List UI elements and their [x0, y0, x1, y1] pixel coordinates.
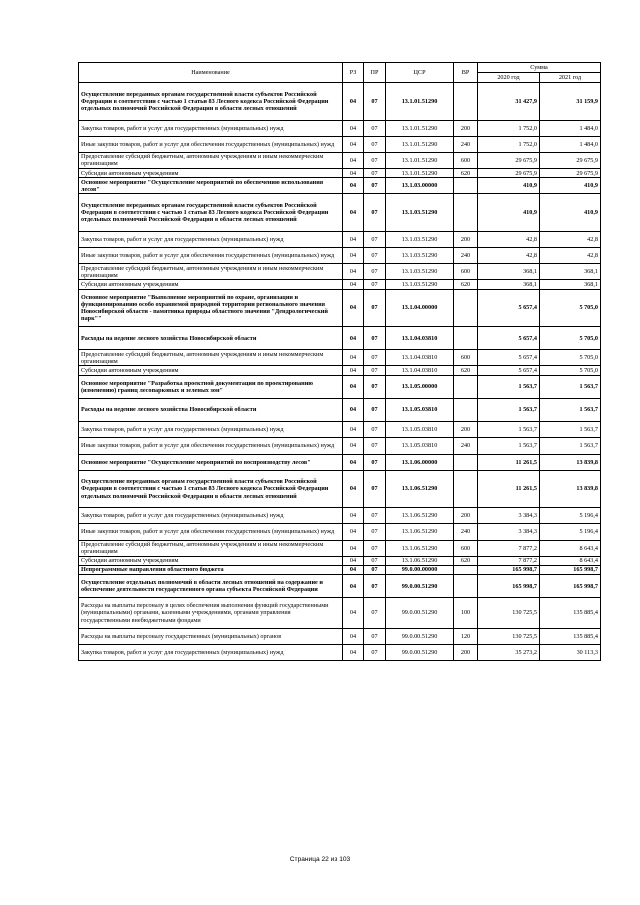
row-value-2021: 31 159,9	[540, 83, 601, 121]
row-rz: 04	[343, 644, 364, 660]
row-pr: 07	[364, 438, 386, 454]
row-vr	[454, 565, 478, 574]
row-pr: 07	[364, 136, 386, 152]
row-value-2020: 3 384,3	[478, 524, 540, 540]
row-value-2020: 1 563,7	[478, 398, 540, 421]
row-csr: 13.1.04.03810	[386, 350, 454, 366]
row-value-2021: 5 705,0	[540, 327, 601, 350]
row-vr	[454, 289, 478, 327]
row-name: Основное мероприятие "Разработка проектной документации по проектированию (изменению) границ лесопарковых и зеленых зон"	[79, 375, 343, 398]
row-pr: 07	[364, 120, 386, 136]
row-vr: 620	[454, 280, 478, 289]
row-rz: 04	[343, 289, 364, 327]
table-row	[79, 327, 601, 350]
row-vr: 200	[454, 644, 478, 660]
row-pr: 07	[364, 598, 386, 628]
header-csr: ЦСР	[386, 63, 454, 83]
row-pr: 07	[364, 628, 386, 644]
row-vr: 600	[454, 350, 478, 366]
row-name: Субсидии автономным учреждениям	[79, 556, 343, 565]
row-name: Расходы на выплаты персоналу в целях обеспечения выполнения функций государственными (муниципальными) органами, казенными учреждениями, органами управления государственными внебюджетными фондами	[79, 598, 343, 628]
header-vr: ВР	[454, 63, 478, 83]
row-value-2021: 42,8	[540, 248, 601, 264]
row-value-2021: 368,1	[540, 280, 601, 289]
row-csr: 13.1.03.51290	[386, 264, 454, 280]
row-csr: 13.1.06.51290	[386, 470, 454, 508]
row-value-2020: 130 725,5	[478, 598, 540, 628]
row-pr: 07	[364, 231, 386, 247]
page-number: Страница 22 из 103	[289, 856, 351, 863]
row-name: Основное мероприятие "Осуществление мероприятий по воспроизводству лесов"	[79, 454, 343, 470]
table-row	[79, 289, 601, 327]
row-rz: 04	[343, 422, 364, 438]
row-name: Субсидии автономным учреждениям	[79, 280, 343, 289]
row-vr	[454, 375, 478, 398]
table-row	[79, 350, 601, 366]
row-vr	[454, 194, 478, 232]
row-rz: 04	[343, 152, 364, 168]
row-rz: 04	[343, 83, 364, 121]
row-csr: 13.1.05.00000	[386, 375, 454, 398]
row-name: Расходы на ведение лесного хозяйства Новосибирской области	[79, 327, 343, 350]
row-rz: 04	[343, 565, 364, 574]
row-name: Предоставление субсидий бюджетным, автономным учреждениям и иным некоммерческим организациям	[79, 540, 343, 556]
row-pr: 07	[364, 454, 386, 470]
row-rz: 04	[343, 280, 364, 289]
row-value-2021: 1 563,7	[540, 438, 601, 454]
table-row	[79, 83, 601, 121]
row-name: Основное мероприятие "Выполнение мероприятий по охране, организации и функционированию особо охраняемой природной территории регионального значения Новосибирской области - памятника природы областного значения "Дендрологический парк""	[79, 289, 343, 327]
row-csr: 13.1.04.00000	[386, 289, 454, 327]
row-value-2020: 5 657,4	[478, 366, 540, 375]
row-pr: 07	[364, 556, 386, 565]
row-name: Осуществление переданных органам государственной власти субъектов Российской Федерации в соответствии с частью 1 статьи 83 Лесного кодекса Российской Федерации отдельных полномочий Российской Федерации в области лесных отношений	[79, 470, 343, 508]
row-rz: 04	[343, 454, 364, 470]
row-value-2021: 30 113,3	[540, 644, 601, 660]
table-row	[79, 540, 601, 556]
row-csr: 99.0.00.51290	[386, 644, 454, 660]
table-row	[79, 136, 601, 152]
header-pr: ПР	[364, 63, 386, 83]
row-csr: 99.0.00.00000	[386, 565, 454, 574]
row-csr: 13.1.03.51290	[386, 194, 454, 232]
row-value-2020: 410,9	[478, 178, 540, 194]
row-vr: 240	[454, 248, 478, 264]
row-value-2020: 410,9	[478, 194, 540, 232]
header-sum: Сумма	[478, 63, 601, 73]
row-value-2021: 5 705,0	[540, 366, 601, 375]
row-vr	[454, 178, 478, 194]
row-csr: 13.1.03.51290	[386, 248, 454, 264]
row-value-2021: 368,1	[540, 264, 601, 280]
row-pr: 07	[364, 194, 386, 232]
row-value-2021: 29 675,9	[540, 152, 601, 168]
header-2021: 2021 год	[540, 73, 601, 83]
row-value-2021: 165 998,7	[540, 574, 601, 597]
row-value-2020: 7 877,2	[478, 556, 540, 565]
row-value-2020: 11 261,5	[478, 454, 540, 470]
row-pr: 07	[364, 422, 386, 438]
row-value-2020: 5 657,4	[478, 350, 540, 366]
row-name: Осуществление отдельных полномочий в области лесных отношений на содержание и обеспечение деятельности государственного органа субъекта Российской Федерации	[79, 574, 343, 597]
row-value-2020: 42,8	[478, 248, 540, 264]
row-vr	[454, 398, 478, 421]
row-value-2021: 135 885,4	[540, 628, 601, 644]
table-row	[79, 178, 601, 194]
row-pr: 07	[364, 264, 386, 280]
budget-table-container	[78, 62, 600, 661]
row-csr: 13.1.03.51290	[386, 280, 454, 289]
row-csr: 13.1.04.03810	[386, 327, 454, 350]
row-csr: 13.1.01.51290	[386, 169, 454, 178]
row-rz: 04	[343, 524, 364, 540]
table-row	[79, 280, 601, 289]
row-csr: 99.0.00.51290	[386, 598, 454, 628]
row-value-2021: 29 675,9	[540, 169, 601, 178]
row-pr: 07	[364, 540, 386, 556]
row-vr: 100	[454, 598, 478, 628]
row-vr	[454, 454, 478, 470]
row-pr: 07	[364, 169, 386, 178]
row-name: Закупка товаров, работ и услуг для государственных (муниципальных) нужд	[79, 231, 343, 247]
row-pr: 07	[364, 350, 386, 366]
table-row	[79, 565, 601, 574]
row-value-2021: 165 998,7	[540, 565, 601, 574]
row-value-2021: 410,9	[540, 178, 601, 194]
row-csr: 13.1.03.51290	[386, 231, 454, 247]
table-row	[79, 644, 601, 660]
row-rz: 04	[343, 178, 364, 194]
row-value-2021: 1 563,7	[540, 398, 601, 421]
row-value-2021: 1 563,7	[540, 375, 601, 398]
row-vr: 240	[454, 136, 478, 152]
row-value-2021: 42,8	[540, 231, 601, 247]
row-csr: 13.1.05.03810	[386, 438, 454, 454]
row-rz: 04	[343, 136, 364, 152]
row-value-2021: 135 885,4	[540, 598, 601, 628]
row-name: Осуществление переданных органам государственной власти субъектов Российской Федерации в соответствии с частью 1 статьи 83 Лесного кодекса Российской Федерации отдельных полномочий Российской Федерации в области лесных отношений	[79, 194, 343, 232]
row-rz: 04	[343, 350, 364, 366]
row-rz: 04	[343, 470, 364, 508]
table-row	[79, 598, 601, 628]
row-csr: 99.0.00.51290	[386, 574, 454, 597]
row-value-2020: 1 752,0	[478, 136, 540, 152]
row-pr: 07	[364, 398, 386, 421]
row-rz: 04	[343, 375, 364, 398]
row-rz: 04	[343, 438, 364, 454]
row-rz: 04	[343, 598, 364, 628]
table-row	[79, 231, 601, 247]
row-vr: 620	[454, 556, 478, 565]
row-pr: 07	[364, 644, 386, 660]
row-value-2020: 42,8	[478, 231, 540, 247]
row-rz: 04	[343, 366, 364, 375]
row-vr: 620	[454, 366, 478, 375]
row-name: Иные закупки товаров, работ и услуг для обеспечения государственных (муниципальных) нужд	[79, 136, 343, 152]
row-pr: 07	[364, 508, 386, 524]
table-row	[79, 508, 601, 524]
row-pr: 07	[364, 280, 386, 289]
table-row	[79, 264, 601, 280]
table-row	[79, 248, 601, 264]
row-vr: 120	[454, 628, 478, 644]
row-name: Субсидии автономным учреждениям	[79, 169, 343, 178]
row-value-2021: 1 484,0	[540, 120, 601, 136]
row-pr: 07	[364, 366, 386, 375]
row-value-2020: 1 563,7	[478, 422, 540, 438]
row-value-2020: 130 725,5	[478, 628, 540, 644]
row-vr	[454, 83, 478, 121]
row-name: Закупка товаров, работ и услуг для государственных (муниципальных) нужд	[79, 422, 343, 438]
table-row	[79, 398, 601, 421]
row-csr: 13.1.01.51290	[386, 120, 454, 136]
row-rz: 04	[343, 508, 364, 524]
table-row	[79, 422, 601, 438]
row-value-2020: 5 657,4	[478, 327, 540, 350]
row-value-2020: 165 998,7	[478, 574, 540, 597]
row-vr	[454, 327, 478, 350]
row-value-2021: 410,9	[540, 194, 601, 232]
row-rz: 04	[343, 169, 364, 178]
row-value-2021: 5 705,0	[540, 350, 601, 366]
row-value-2020: 11 261,5	[478, 470, 540, 508]
row-vr: 200	[454, 508, 478, 524]
table-row	[79, 366, 601, 375]
row-name: Предоставление субсидий бюджетным, автономным учреждениям и иным некоммерческим организациям	[79, 350, 343, 366]
table-row	[79, 438, 601, 454]
row-csr: 13.1.06.00000	[386, 454, 454, 470]
row-rz: 04	[343, 248, 364, 264]
row-vr: 620	[454, 169, 478, 178]
row-value-2021: 5 705,0	[540, 289, 601, 327]
row-value-2020: 1 563,7	[478, 438, 540, 454]
row-value-2021: 1 563,7	[540, 422, 601, 438]
row-pr: 07	[364, 574, 386, 597]
row-value-2021: 8 643,4	[540, 540, 601, 556]
row-rz: 04	[343, 398, 364, 421]
row-name: Основное мероприятие "Осуществление мероприятий по обеспечению использования лесов"	[79, 178, 343, 194]
row-value-2021: 5 196,4	[540, 508, 601, 524]
row-name: Осуществление переданных органам государственной власти субъектов Российской Федерации в соответствии с частью 1 статьи 83 Лесного кодекса Российской Федерации отдельных полномочий Российской Федерации в области лесных отношений	[79, 83, 343, 121]
row-csr: 13.1.03.00000	[386, 178, 454, 194]
row-value-2021: 13 839,8	[540, 470, 601, 508]
row-name: Иные закупки товаров, работ и услуг для обеспечения государственных (муниципальных) нужд	[79, 524, 343, 540]
row-value-2021: 5 196,4	[540, 524, 601, 540]
row-rz: 04	[343, 231, 364, 247]
row-vr: 240	[454, 524, 478, 540]
table-row	[79, 628, 601, 644]
row-name: Расходы на ведение лесного хозяйства Новосибирской области	[79, 398, 343, 421]
row-value-2020: 31 427,9	[478, 83, 540, 121]
row-pr: 07	[364, 248, 386, 264]
row-vr: 600	[454, 264, 478, 280]
row-vr: 600	[454, 152, 478, 168]
table-body	[79, 83, 601, 661]
row-csr: 13.1.01.51290	[386, 136, 454, 152]
row-pr: 07	[364, 83, 386, 121]
row-csr: 13.1.05.03810	[386, 422, 454, 438]
row-value-2020: 1 563,7	[478, 375, 540, 398]
row-csr: 13.1.01.51290	[386, 83, 454, 121]
row-vr: 240	[454, 438, 478, 454]
row-vr: 200	[454, 422, 478, 438]
row-vr	[454, 470, 478, 508]
row-pr: 07	[364, 565, 386, 574]
budget-table	[78, 62, 601, 661]
table-row	[79, 454, 601, 470]
row-csr: 13.1.01.51290	[386, 152, 454, 168]
row-value-2021: 1 484,0	[540, 136, 601, 152]
row-value-2020: 35 273,2	[478, 644, 540, 660]
row-name: Закупка товаров, работ и услуг для государственных (муниципальных) нужд	[79, 644, 343, 660]
table-row	[79, 152, 601, 168]
row-value-2020: 29 675,9	[478, 152, 540, 168]
row-rz: 04	[343, 264, 364, 280]
header-name: Наименование	[79, 63, 343, 83]
row-pr: 07	[364, 178, 386, 194]
row-value-2020: 5 657,4	[478, 289, 540, 327]
row-value-2021: 13 839,8	[540, 454, 601, 470]
row-csr: 13.1.06.51290	[386, 556, 454, 565]
table-row	[79, 375, 601, 398]
row-name: Предоставление субсидий бюджетным, автономным учреждениям и иным некоммерческим организациям	[79, 152, 343, 168]
row-pr: 07	[364, 152, 386, 168]
row-name: Субсидии автономным учреждениям	[79, 366, 343, 375]
row-value-2020: 29 675,9	[478, 169, 540, 178]
row-csr: 13.1.06.51290	[386, 540, 454, 556]
row-rz: 04	[343, 120, 364, 136]
row-vr: 200	[454, 120, 478, 136]
row-name: Непрограммные направления областного бюджета	[79, 565, 343, 574]
row-rz: 04	[343, 194, 364, 232]
row-name: Предоставление субсидий бюджетным, автономным учреждениям и иным некоммерческим организациям	[79, 264, 343, 280]
row-vr: 200	[454, 231, 478, 247]
row-value-2020: 3 384,3	[478, 508, 540, 524]
row-value-2020: 368,1	[478, 280, 540, 289]
row-name: Иные закупки товаров, работ и услуг для обеспечения государственных (муниципальных) нужд	[79, 438, 343, 454]
row-rz: 04	[343, 540, 364, 556]
row-rz: 04	[343, 556, 364, 565]
table-row	[79, 574, 601, 597]
row-csr: 13.1.06.51290	[386, 524, 454, 540]
row-value-2020: 368,1	[478, 264, 540, 280]
row-name: Иные закупки товаров, работ и услуг для обеспечения государственных (муниципальных) нужд	[79, 248, 343, 264]
row-pr: 07	[364, 375, 386, 398]
row-rz: 04	[343, 574, 364, 597]
table-row	[79, 524, 601, 540]
row-pr: 07	[364, 289, 386, 327]
header-rz: РЗ	[343, 63, 364, 83]
row-name: Расходы на выплаты персоналу государственных (муниципальных) органов	[79, 628, 343, 644]
row-rz: 04	[343, 628, 364, 644]
row-pr: 07	[364, 524, 386, 540]
row-csr: 13.1.06.51290	[386, 508, 454, 524]
row-rz: 04	[343, 327, 364, 350]
row-pr: 07	[364, 470, 386, 508]
row-pr: 07	[364, 327, 386, 350]
table-row	[79, 169, 601, 178]
header-2020: 2020 год	[478, 73, 540, 83]
row-value-2020: 1 752,0	[478, 120, 540, 136]
row-name: Закупка товаров, работ и услуг для государственных (муниципальных) нужд	[79, 120, 343, 136]
row-vr: 600	[454, 540, 478, 556]
row-csr: 99.0.00.51290	[386, 628, 454, 644]
row-csr: 13.1.04.03810	[386, 366, 454, 375]
row-value-2020: 7 877,2	[478, 540, 540, 556]
table-row	[79, 470, 601, 508]
row-value-2021: 8 643,4	[540, 556, 601, 565]
row-name: Закупка товаров, работ и услуг для государственных (муниципальных) нужд	[79, 508, 343, 524]
row-csr: 13.1.05.03810	[386, 398, 454, 421]
row-value-2020: 165 998,7	[478, 565, 540, 574]
table-row	[79, 120, 601, 136]
table-row	[79, 556, 601, 565]
row-vr	[454, 574, 478, 597]
table-row	[79, 194, 601, 232]
